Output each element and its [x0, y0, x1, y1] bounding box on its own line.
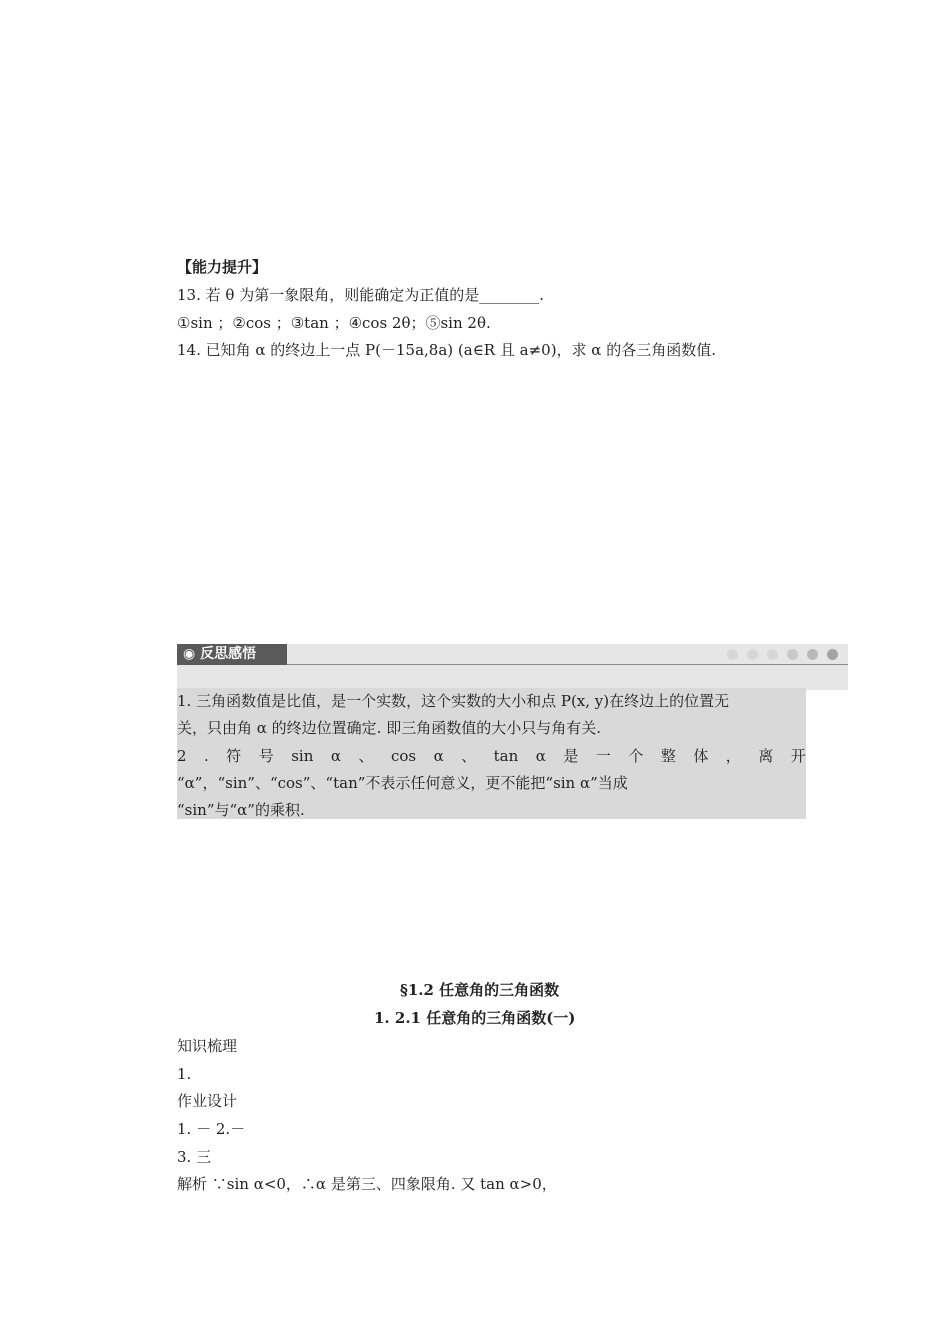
- p2-token: α: [535, 747, 546, 765]
- reflection-p2-line1: [177, 745, 806, 767]
- answer-1-2: 1. － 2.－: [177, 1120, 246, 1138]
- dot-decoration: [727, 649, 738, 660]
- p2-token: 、: [358, 747, 374, 765]
- answer-3: 3. 三: [177, 1148, 212, 1166]
- question-13-options: ①sin ；②cos ；③tan ；④cos 2θ；⑤sin 2θ.: [177, 314, 491, 332]
- p2-token: cos: [390, 747, 417, 765]
- reflection-p2-line3: “sin”与“α”的乘积.: [177, 801, 305, 819]
- p2-token: .: [204, 747, 209, 765]
- reflection-box: [177, 688, 806, 819]
- dot-decoration: [747, 649, 758, 660]
- dot-decoration: [767, 649, 778, 660]
- ability-heading: 【能力提升】: [177, 258, 268, 276]
- knowledge-item-1: 1.: [177, 1065, 192, 1083]
- p2-token: 2: [177, 747, 187, 765]
- p2-token: α: [330, 747, 341, 765]
- reflection-p2-line2: “α”，“sin”、“cos”、“tan”不表示任何意义，更不能把“sin α”当成: [177, 774, 628, 792]
- analysis-line: 解析 ∵sin α<0，∴α 是第三、四象限角. 又 tan α>0，: [177, 1175, 557, 1193]
- reflection-p1-line1: 1. 三角函数值是比值，是一个实数，这个实数的大小和点 P(x, y)在终边上的位置无: [177, 692, 730, 710]
- p2-token: sin: [291, 747, 314, 765]
- p2-token: 整: [660, 747, 676, 765]
- dot-decoration: [827, 649, 838, 660]
- p2-token: 离: [758, 747, 774, 765]
- knowledge-heading: 知识梳理: [177, 1037, 238, 1055]
- question-14: 14. 已知角 α 的终边上一点 P(－15a,8a) (a∈R 且 a≠0)，求 α 的各三角函数值.: [177, 341, 716, 359]
- p2-token: 开: [790, 747, 806, 765]
- p2-token: ，: [725, 747, 741, 765]
- p2-token: tan: [493, 747, 519, 765]
- banner-rule: [287, 664, 848, 665]
- reflection-tab: ◉ 反思感悟: [177, 644, 287, 665]
- p2-token: 号: [258, 747, 274, 765]
- reflection-p1-line2: 关，只由角 α 的终边位置确定. 即三角函数值的大小只与角有关.: [177, 719, 601, 737]
- p2-token: 个: [628, 747, 644, 765]
- section-title: §1.2 任意角的三角函数: [400, 981, 560, 999]
- p2-token: 体: [693, 747, 709, 765]
- p2-token: 是: [563, 747, 579, 765]
- p2-token: 、: [461, 747, 477, 765]
- banner-dots: [727, 649, 838, 660]
- dot-decoration: [787, 649, 798, 660]
- subsection-title: 1. 2.1 任意角的三角函数(一): [374, 1009, 576, 1027]
- p2-token: α: [433, 747, 444, 765]
- p2-token: 一: [595, 747, 611, 765]
- p2-token: 符: [226, 747, 242, 765]
- reflection-banner: [177, 644, 848, 690]
- homework-heading: 作业设计: [177, 1092, 238, 1110]
- question-13: 13. 若 θ 为第一象限角，则能确定为正值的是________.: [177, 286, 544, 304]
- dot-decoration: [807, 649, 818, 660]
